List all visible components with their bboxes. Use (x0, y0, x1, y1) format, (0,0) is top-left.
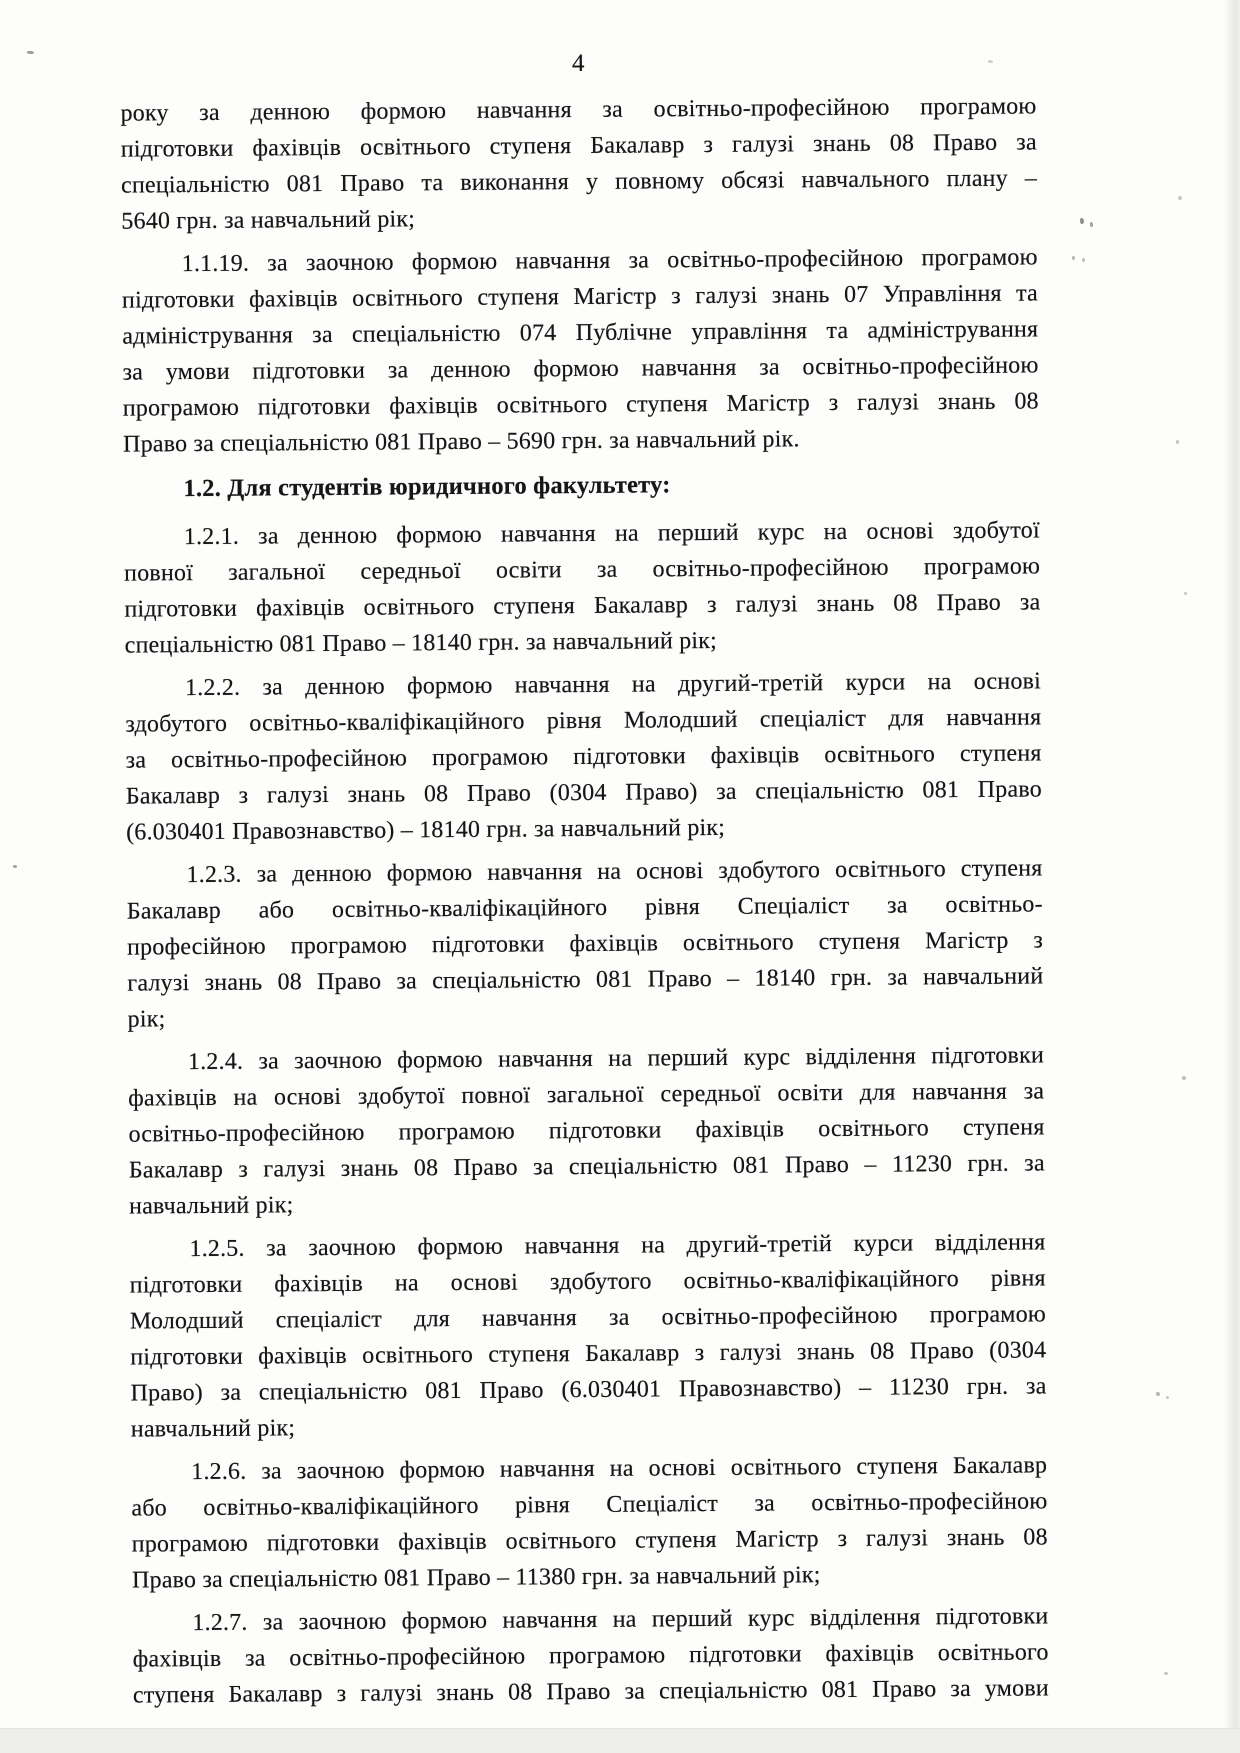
paragraph-line: рік; (127, 1006, 166, 1033)
paragraph-line: року за денною формою навчання за освітньо-професійною програмою (120, 93, 1037, 127)
paragraph-line: фахівців на основі здобутої повної загальної середньої освіти для навчання за (128, 1078, 1045, 1112)
paragraph (125, 663, 1042, 850)
paragraph-line: 1.2.1. за денною формою навчання на перший курс на основі здобутої (183, 517, 1040, 551)
paragraph-line: навчальний рік; (128, 1192, 294, 1220)
paragraph-line: Право за спеціальністю 081 Право – 11380 грн. за навчальний рік; (131, 1562, 821, 1594)
page-number: 4 (571, 49, 585, 78)
paragraph-line: підготовки фахівців на основі здобутого освітньо-кваліфікаційного рівня (129, 1265, 1046, 1299)
paragraph-line: програмою підготовки фахівців освітнього ступеня Магістр з галузі знань 08 (131, 1524, 1048, 1558)
section-heading (123, 464, 1039, 507)
paragraph-line: 1.2.6. за заочною формою навчання на основі освітнього ступеня Бакалавр (191, 1452, 1048, 1486)
paragraph-line: галузі знань 08 Право за спеціальністю 081 Право – 18140 грн. за навчальний (127, 963, 1044, 997)
paragraph-line: Бакалавр або освітньо-кваліфікаційного рівня Спеціаліст за освітньо- (126, 891, 1043, 925)
paragraph-line: 1.2.3. за денною формою навчання на основі здобутого освітнього ступеня (186, 855, 1043, 889)
scan-artifact (1090, 222, 1093, 227)
paragraph (131, 1447, 1048, 1598)
scan-artifact (1156, 1392, 1160, 1396)
paragraph-line: підготовки фахівців освітнього ступеня Бакалавр з галузі знань 08 Право (0304 (130, 1337, 1047, 1371)
scan-artifact (1082, 258, 1085, 262)
paragraph (122, 239, 1040, 462)
scan-artifact (1176, 440, 1179, 444)
document-body (120, 88, 1049, 1713)
scan-artifact (1072, 256, 1075, 260)
paragraph-line: 1.2.7. за заочною формою навчання на перший курс відділення підготовки (192, 1603, 1049, 1637)
scanner-edge-bottom (0, 1728, 1240, 1753)
paragraph-line: 5640 грн. за навчальний рік; (121, 206, 416, 235)
paragraph-line: 1.2.5. за заочною формою навчання на другий-третій курси відділення (189, 1229, 1046, 1263)
paragraph-line: за освітньо-професійною програмою підготовки фахівців освітнього ступеня (125, 740, 1042, 774)
paragraph (120, 88, 1037, 239)
paragraph-line: програмою підготовки фахівців освітнього ступеня Магістр з галузі знань 08 (122, 388, 1039, 422)
scan-artifact (27, 51, 34, 54)
paragraph (124, 512, 1041, 663)
paragraph-line: Бакалавр з галузі знань 08 Право (0304 Право) за спеціальністю 081 Право (125, 776, 1042, 810)
paragraph-line: професійною програмою підготовки фахівців освітнього ступеня Магістр з (126, 927, 1044, 961)
paragraph-line: спеціальністю 081 Право – 18140 грн. за навчальний рік; (124, 627, 718, 659)
paragraph (129, 1224, 1047, 1447)
paragraph-line: підготовки фахівців освітнього ступеня Бакалавр з галузі знань 08 Право за (124, 589, 1041, 623)
paragraph-line: (6.030401 Правознавство) – 18140 грн. за навчальний рік; (126, 814, 726, 846)
paragraph-line: за умови підготовки за денною формою навчання за освітньо-професійною (122, 352, 1039, 386)
paragraph-line: адміністрування за спеціальністю 074 Публічне управління та адміністрування (122, 316, 1039, 350)
scan-artifact (988, 60, 993, 63)
scan-artifact (1164, 1672, 1168, 1675)
paragraph-line: Молодший спеціаліст для навчання за освітньо-професійною програмою (129, 1301, 1047, 1335)
scan-artifact (1178, 196, 1182, 200)
paragraph-line: 1.1.19. за заочною формою навчання за освітньо-професійною програмою (181, 244, 1038, 278)
scan-artifact (1182, 1076, 1186, 1080)
paragraph-line: спеціальністю 081 Право та виконання у повному обсязі навчального плану – (120, 165, 1038, 199)
section-heading-text: 1.2. Для студентів юридичного факультету: (183, 471, 671, 503)
scan-artifact (13, 865, 17, 868)
scan-artifact (1080, 218, 1084, 224)
paragraph-line: 1.2.4. за заочною формою навчання на перший курс відділення підготовки (187, 1042, 1045, 1076)
paragraph-line: здобутого освітньо-кваліфікаційного рівня Молодший спеціаліст для навчання (125, 704, 1042, 738)
paragraph-line: 1.2.2. за денною формою навчання на другий-третій курси на основі (184, 668, 1042, 702)
paragraph-line: фахівців за освітньо-професійною програмою підготовки фахівців освітнього (132, 1639, 1049, 1673)
paragraph-line: ступеня Бакалавр з галузі знань 08 Право за спеціальністю 081 Право за умови (132, 1675, 1050, 1709)
scan-artifact (1184, 592, 1187, 595)
paragraph-line: освітньо-професійною програмою підготовки фахівців освітнього ступеня (128, 1114, 1045, 1148)
paragraph (128, 1037, 1045, 1224)
paragraph-line: Бакалавр з галузі знань 08 Право за спеціальністю 081 Право – 11230 грн. за (128, 1150, 1045, 1184)
paragraph-line: Право за спеціальністю 081 Право – 5690 грн. за навчальний рік. (123, 426, 800, 458)
paragraph-line: підготовки фахівців освітнього ступеня Магістр з галузі знань 07 Управління та (121, 280, 1039, 314)
paragraph-line: навчальний рік; (130, 1415, 296, 1443)
scanner-edge-right (1224, 0, 1240, 1753)
paragraph-line: підготовки фахівців освітнього ступеня Бакалавр з галузі знань 08 Право за (120, 129, 1037, 163)
paragraph-line: повної загальної середньої освіти за освітньо-професійною програмою (124, 553, 1041, 587)
document-content (120, 42, 1049, 1720)
paragraph (132, 1598, 1049, 1713)
paragraph (126, 850, 1043, 1037)
paragraph-line: Право) за спеціальністю 081 Право (6.030401 Правознавство) – 11230 грн. за (130, 1373, 1047, 1407)
scan-artifact (1166, 1396, 1169, 1399)
paragraph-line: або освітньо-кваліфікаційного рівня Спеціаліст за освітньо-професійною (131, 1488, 1048, 1522)
